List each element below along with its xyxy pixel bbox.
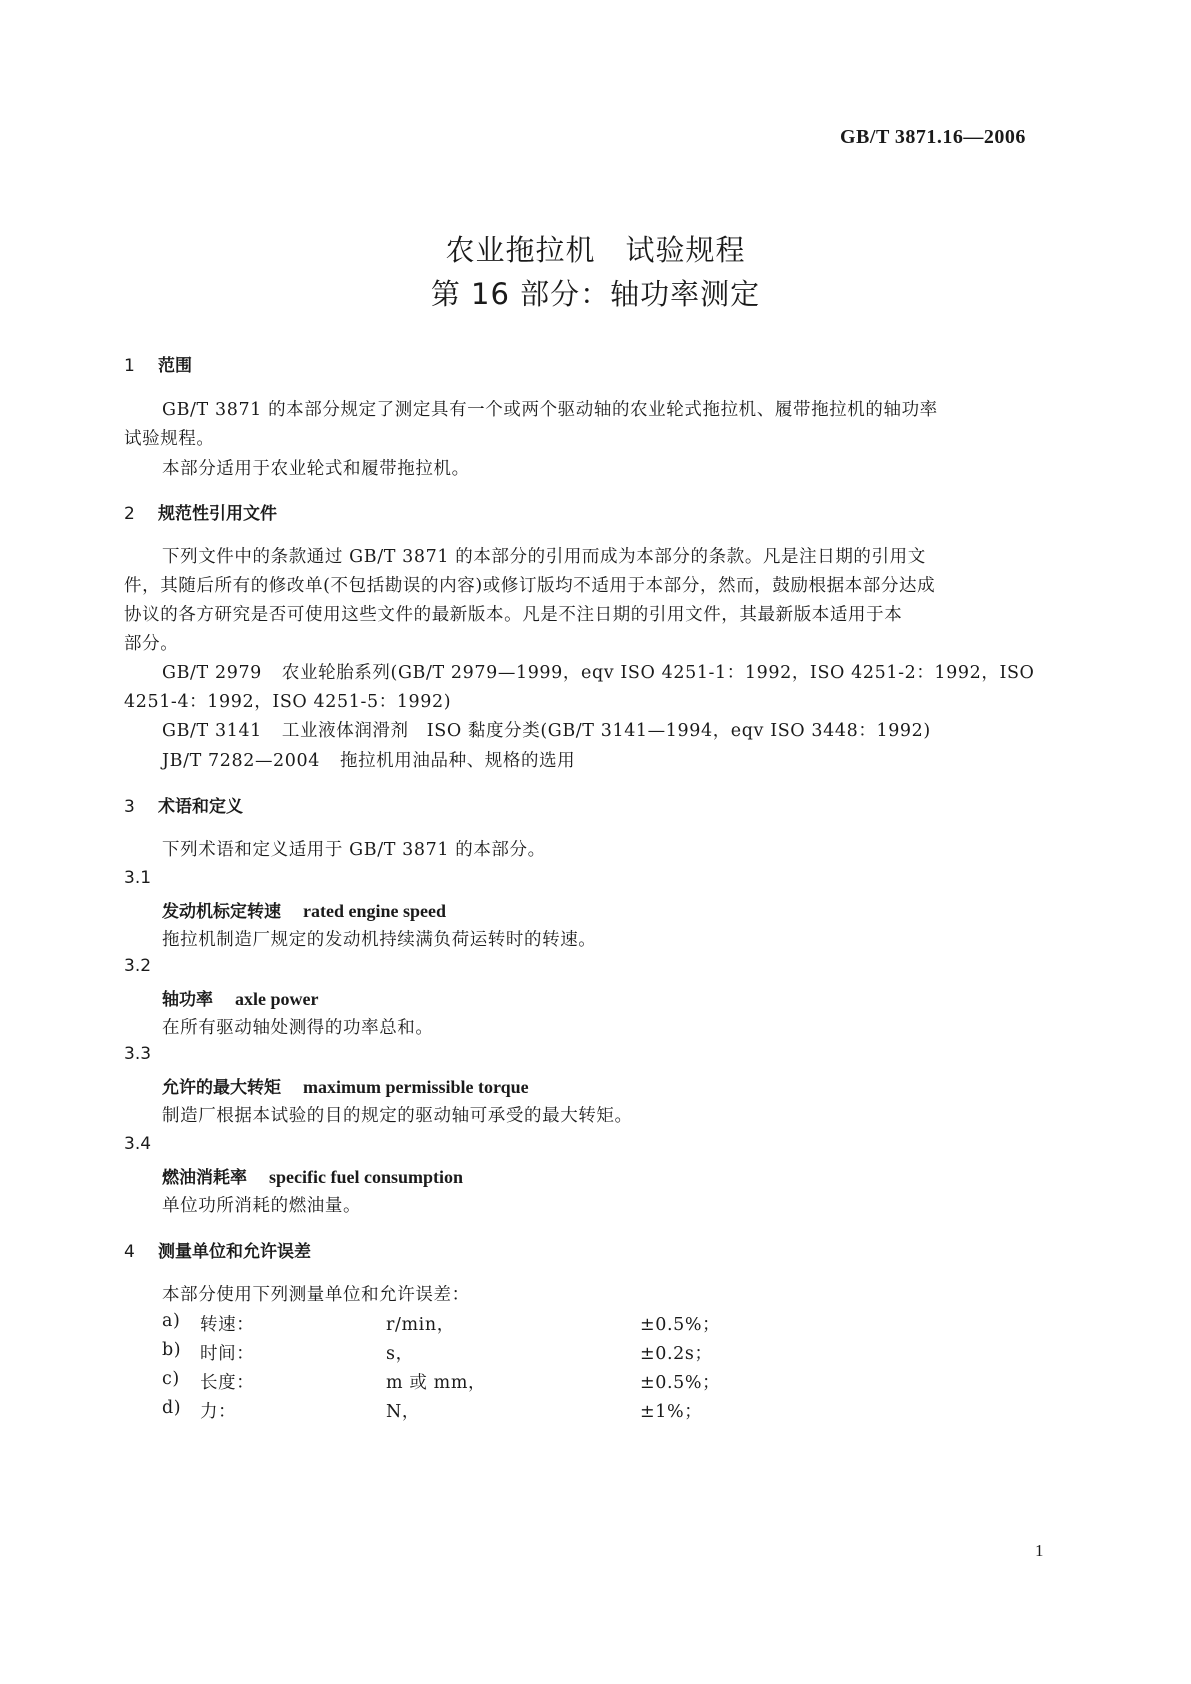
unit-row-label: d)	[162, 1398, 182, 1418]
section-number: 3	[124, 797, 135, 817]
term-definition: 单位功所消耗的燃油量。	[162, 1196, 362, 1216]
section-title: 测量单位和允许误差	[158, 1242, 311, 1262]
section-number: 2	[124, 504, 135, 524]
s2-paragraph-line2: 件，其随后所有的修改单(不包括勘误的内容)或修订版均不适用于本部分，然而，鼓励根据本部分达成	[124, 576, 936, 596]
term-heading	[162, 1073, 529, 1098]
term-english: specific fuel consumption	[269, 1167, 464, 1187]
term-definition: 在所有驱动轴处测得的功率总和。	[162, 1018, 434, 1038]
reference-title: 拖拉机用油品种、规格的选用	[339, 751, 576, 771]
unit-row-quantity: 力：	[200, 1402, 237, 1422]
unit-row-tolerance: ±0.5%；	[640, 1373, 721, 1393]
section-3-heading	[124, 792, 243, 817]
unit-row-unit: m 或 mm，	[386, 1373, 487, 1393]
section-number: 4	[124, 1242, 135, 1262]
reference-jbt7282	[162, 747, 575, 772]
term-number: 3.2	[124, 956, 152, 976]
term-english: maximum permissible torque	[303, 1077, 529, 1097]
reference-gbt3141	[162, 717, 931, 742]
s1-paragraph-2: 本部分适用于农业轮式和履带拖拉机。	[162, 459, 470, 479]
term-number: 3.4	[124, 1134, 152, 1154]
s2-paragraph-line4: 部分。	[124, 634, 179, 654]
page-number: 1	[1035, 1541, 1044, 1560]
term-heading	[162, 1163, 463, 1188]
unit-row-label: c)	[162, 1369, 180, 1389]
reference-gbt2979-cont: 4251-4：1992，ISO 4251-5：1992)	[124, 692, 452, 712]
section-2-heading	[124, 499, 277, 524]
reference-gbt2979	[162, 659, 1035, 684]
reference-title: 农业轮胎系列(GB/T 2979—1999，eqv ISO 4251-1：1992，ISO 4251-2：1992，ISO	[281, 663, 1035, 683]
term-heading	[162, 897, 446, 922]
s2-paragraph-line3: 协议的各方研究是否可使用这些文件的最新版本。凡是不注日期的引用文件，其最新版本适用于本	[124, 605, 903, 625]
reference-title: 工业液体润滑剂 ISO 黏度分类(GB/T 3141—1994，eqv ISO 3448：1992)	[281, 721, 931, 741]
term-number: 3.3	[124, 1044, 152, 1064]
unit-row-label: a)	[162, 1311, 181, 1331]
term-definition: 制造厂根据本试验的目的规定的驱动轴可承受的最大转矩。	[162, 1106, 633, 1126]
reference-code: JB/T 7282—2004	[162, 751, 320, 771]
unit-row-tolerance: ±1%；	[640, 1402, 703, 1422]
term-english: axle power	[235, 989, 319, 1009]
section-title: 术语和定义	[158, 797, 243, 817]
unit-row-quantity: 时间：	[200, 1344, 255, 1364]
term-heading	[162, 985, 318, 1010]
unit-row-label: b)	[162, 1340, 182, 1360]
term-chinese: 轴功率	[162, 990, 213, 1010]
document-title-line2: 第 16 部分：轴功率测定	[430, 277, 761, 311]
unit-row-unit: N，	[386, 1402, 421, 1422]
unit-row-quantity: 转速：	[200, 1315, 255, 1335]
reference-code: GB/T 2979	[162, 663, 262, 683]
standard-code: GB/T 3871.16—2006	[840, 126, 1026, 148]
s3-intro: 下列术语和定义适用于 GB/T 3871 的本部分。	[162, 840, 546, 860]
section-1-heading	[124, 351, 192, 376]
section-title: 规范性引用文件	[158, 504, 277, 524]
unit-row-quantity: 长度：	[200, 1373, 255, 1393]
term-english: rated engine speed	[303, 901, 446, 921]
section-4-heading	[124, 1237, 311, 1262]
term-chinese: 发动机标定转速	[162, 902, 281, 922]
s1-paragraph-1-cont: 试验规程。	[124, 429, 215, 449]
unit-row-unit: s，	[386, 1344, 414, 1364]
unit-row-tolerance: ±0.5%；	[640, 1315, 721, 1335]
document-title-line1: 农业拖拉机 试验规程	[445, 233, 746, 267]
term-definition: 拖拉机制造厂规定的发动机持续满负荷运转时的转速。	[162, 930, 597, 950]
unit-row-tolerance: ±0.2s；	[640, 1344, 713, 1364]
term-number: 3.1	[124, 868, 152, 888]
term-chinese: 燃油消耗率	[162, 1168, 247, 1188]
s4-intro: 本部分使用下列测量单位和允许误差：	[162, 1285, 470, 1305]
section-number: 1	[124, 356, 135, 376]
reference-code: GB/T 3141	[162, 721, 262, 741]
s1-paragraph-1: GB/T 3871 的本部分规定了测定具有一个或两个驱动轴的农业轮式拖拉机、履带拖拉机的轴功率	[162, 400, 938, 420]
s2-paragraph-line1: 下列文件中的条款通过 GB/T 3871 的本部分的引用而成为本部分的条款。凡是注日期的引用文	[162, 547, 926, 567]
term-chinese: 允许的最大转矩	[162, 1078, 281, 1098]
section-title: 范围	[158, 356, 192, 376]
unit-row-unit: r/min，	[386, 1315, 455, 1335]
